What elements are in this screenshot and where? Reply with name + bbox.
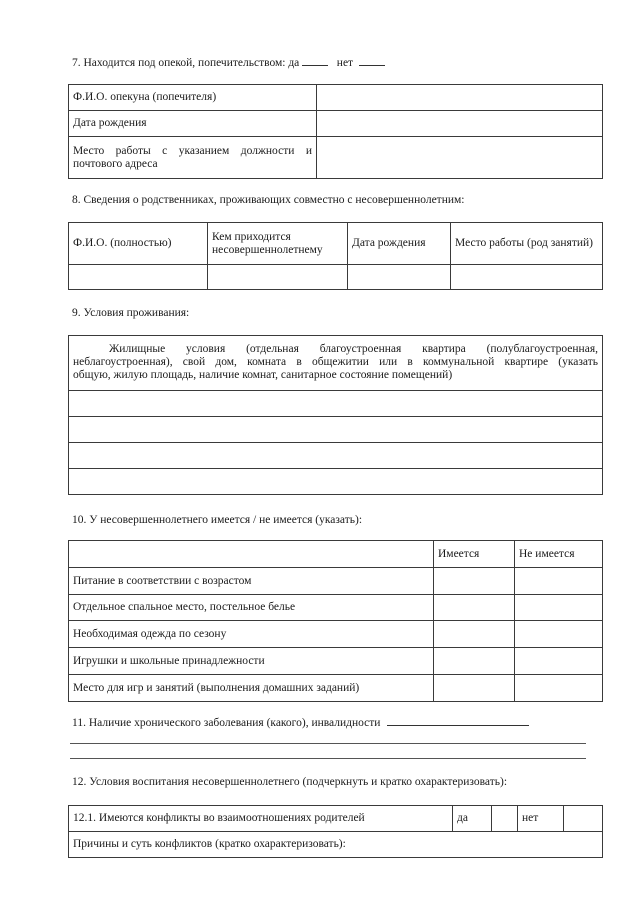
has-not-field[interactable]: [515, 568, 603, 595]
table-row: [69, 265, 603, 290]
table-row: [69, 595, 603, 621]
guardian-birthdate-field[interactable]: [317, 111, 603, 137]
col-header-has: Имеется: [434, 541, 515, 568]
chronic-disease-line-1[interactable]: [70, 743, 586, 744]
relative-workplace-field[interactable]: [451, 265, 603, 290]
item-label: Питание в соответствии с возрастом: [69, 568, 434, 595]
col-header-relation: Кем приходится несовершеннолетнему: [208, 223, 348, 265]
relatives-table: [68, 222, 603, 290]
col-header-has-not: Не имеется: [515, 541, 603, 568]
living-conditions-line1: Жилищные условия (отдельная благоустроенная квартира (полублагоустроенная,: [109, 343, 598, 355]
relative-relation-field[interactable]: [208, 265, 348, 290]
col-header-birthdate: Дата рождения: [348, 223, 451, 265]
living-conditions-table: [68, 335, 603, 495]
living-conditions-field-4[interactable]: [69, 469, 603, 495]
section-11-heading: [72, 715, 529, 729]
chronic-disease-line-2[interactable]: [70, 758, 586, 759]
item-label: Игрушки и школьные принадлежности: [69, 648, 434, 675]
conflicts-no-label: нет: [518, 806, 564, 832]
has-field[interactable]: [434, 568, 515, 595]
guardian-workplace-label-line1: Место работы с указанием должности и: [73, 144, 312, 157]
upbringing-table: [68, 805, 603, 858]
section-8-heading: 8. Сведения о родственниках, проживающих совместно с несовершеннолетним:: [72, 194, 465, 206]
section-9-heading: 9. Условия проживания:: [72, 307, 190, 319]
guardianship-no-blank[interactable]: [359, 55, 385, 66]
has-not-field[interactable]: [515, 595, 603, 621]
living-conditions-field-1[interactable]: [69, 391, 603, 417]
has-field[interactable]: [434, 675, 515, 702]
guardian-workplace-label: [69, 137, 317, 179]
guardianship-yes-blank[interactable]: [302, 55, 328, 66]
has-not-field[interactable]: [515, 621, 603, 648]
table-row: [69, 806, 603, 832]
table-row: [69, 469, 603, 495]
table-row: [69, 137, 603, 179]
chronic-disease-blank[interactable]: [387, 715, 529, 726]
table-row: [69, 443, 603, 469]
guardian-workplace-field[interactable]: [317, 137, 603, 179]
has-field[interactable]: [434, 621, 515, 648]
section-12-heading: 12. Условия воспитания несовершеннолетнего (подчеркнуть и кратко охарактеризовать):: [72, 776, 508, 788]
table-row: [69, 675, 603, 702]
table-row: [69, 391, 603, 417]
relative-birthdate-field[interactable]: [348, 265, 451, 290]
col-header-workplace: Место работы (род занятий): [451, 223, 603, 265]
table-row: [69, 621, 603, 648]
conflicts-yes-label: да: [453, 806, 492, 832]
guardian-workplace-label-line2: почтового адреса: [73, 157, 158, 170]
conflicts-no-field[interactable]: [564, 806, 603, 832]
guardianship-no-label: нет: [336, 57, 354, 69]
has-not-field[interactable]: [515, 675, 603, 702]
table-row: [69, 85, 603, 111]
living-conditions-field-3[interactable]: [69, 443, 603, 469]
table-header-row: [69, 223, 603, 265]
has-not-field[interactable]: [515, 648, 603, 675]
relative-name-field[interactable]: [69, 265, 208, 290]
conflicts-yes-field[interactable]: [492, 806, 518, 832]
col-header-full-name: Ф.И.О. (полностью): [69, 223, 208, 265]
parent-conflicts-label: 12.1. Имеются конфликты во взаимоотношениях родителей: [69, 806, 453, 832]
table-row: [69, 832, 603, 858]
section-11-heading-text: 11. Наличие хронического заболевания (какого), инвалидности: [72, 717, 381, 729]
guardian-birthdate-label: Дата рождения: [69, 111, 317, 137]
table-row: [69, 417, 603, 443]
item-label: Необходимая одежда по сезону: [69, 621, 434, 648]
has-field[interactable]: [434, 648, 515, 675]
item-label: Отдельное спальное место, постельное белье: [69, 595, 434, 621]
living-conditions-description: [69, 336, 603, 391]
guardian-name-label: Ф.И.О. опекуна (попечителя): [69, 85, 317, 111]
living-conditions-line2: неблагоустроенная), свой дом, комната в общежитии или в коммунальной квартире (указать: [73, 356, 598, 368]
item-label: Место для игр и занятий (выполнения домашних заданий): [69, 675, 434, 702]
table-row: [69, 568, 603, 595]
table-row: [69, 648, 603, 675]
possessions-table: [68, 540, 603, 702]
living-conditions-line3: общую, жилую площадь, наличие комнат, санитарное состояние помещений): [73, 369, 453, 381]
section-10-heading: 10. У несовершеннолетнего имеется / не имеется (указать):: [72, 514, 363, 526]
table-row: [69, 336, 603, 391]
guardian-name-field[interactable]: [317, 85, 603, 111]
col-header-item: [69, 541, 434, 568]
guardian-table: [68, 84, 603, 179]
table-header-row: [69, 541, 603, 568]
section-7-heading-text: 7. Находится под опекой, попечительством: да: [72, 57, 300, 69]
has-field[interactable]: [434, 595, 515, 621]
living-conditions-field-2[interactable]: [69, 417, 603, 443]
section-7-heading: [72, 55, 385, 69]
conflict-reasons-field[interactable]: Причины и суть конфликтов (кратко охарактеризовать):: [69, 832, 603, 858]
table-row: [69, 111, 603, 137]
